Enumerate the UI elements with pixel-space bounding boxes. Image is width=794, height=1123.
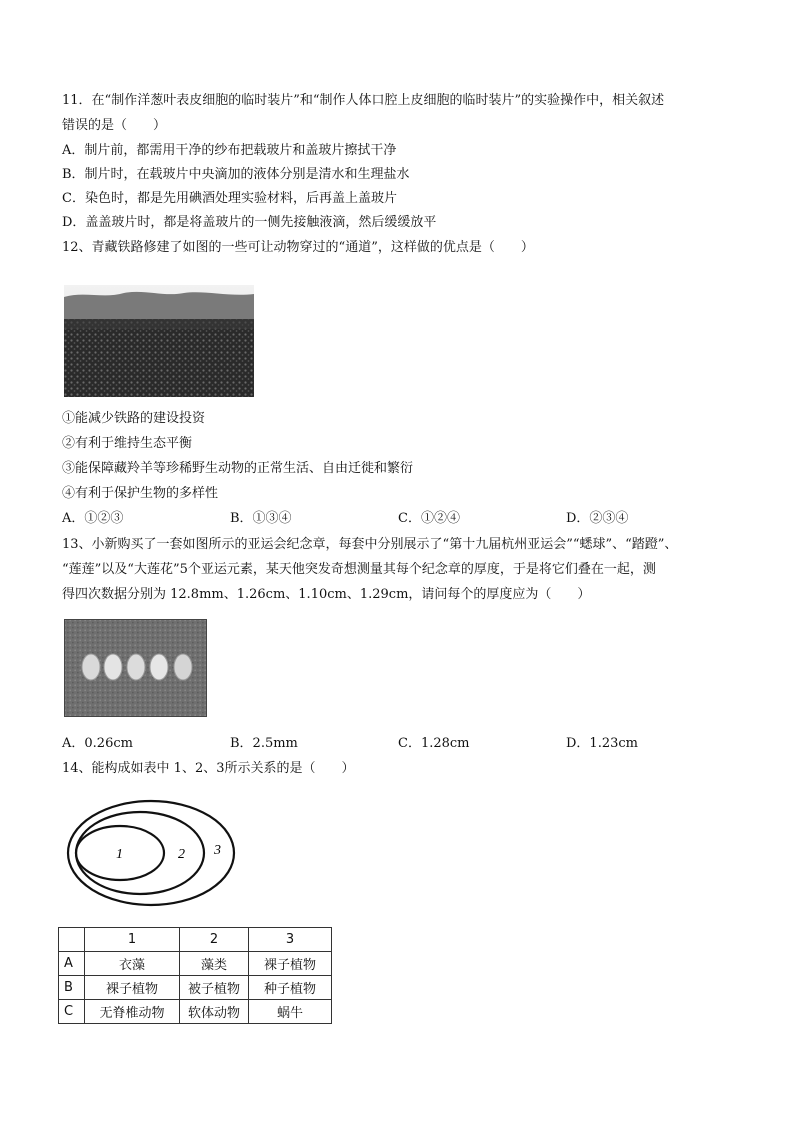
table-row [59, 1000, 332, 1024]
q12-statement-4: ④有利于保护生物的多样性 [62, 486, 219, 501]
q13-option-c: C．1.28cm [398, 736, 470, 751]
table-row-label: C [59, 1000, 85, 1024]
q12-option-a: A．①②③ [62, 511, 124, 526]
q11-option-b: B．制片时，在载玻片中央滴加的液体分别是清水和生理盐水 [62, 167, 410, 182]
ellipse-label-1: 1 [116, 847, 123, 862]
table-cell: 软体动物 [180, 1000, 249, 1024]
q13-stem-line1: 13、小新购买了一套如图所示的亚运会纪念章，每套中分别展示了“第十九届杭州亚运会”“蟋球”、“踏蹬”、 [62, 537, 678, 552]
table-header-cell: 1 [85, 928, 180, 952]
table-cell: 被子植物 [180, 976, 249, 1000]
q12-statement-3: ③能保障藏羚羊等珍稀野生动物的正常生活、自由迁徙和繁衍 [62, 461, 414, 476]
ellipse-label-3: 3 [214, 843, 221, 858]
q13-stem-line2: “莲莲”以及“大莲花”5个亚运元素，某天他突发奇想测量其每个纪念章的厚度，于是将它们叠在一起，测 [62, 562, 656, 577]
q13-option-d: D．1.23cm [566, 736, 638, 751]
table-row-label: A [59, 952, 85, 976]
q13-stem-line3: 得四次数据分别为 12.8mm、1.26cm、1.10cm、1.29cm，请问每个的厚度应为（ ） [62, 587, 591, 602]
q13-option-a: A．0.26cm [62, 736, 133, 751]
q11-option-a: A．制片前，都需用干净的纱布把载玻片和盖玻片擦拭干净 [62, 143, 397, 158]
q12-stem: 12、青藏铁路修建了如图的一些可让动物穿过的“通道”，这样做的优点是（ ） [62, 240, 534, 255]
table-cell: 裸子植物 [85, 976, 180, 1000]
table-row [59, 952, 332, 976]
table-header-cell: 2 [180, 928, 249, 952]
table-row [59, 976, 332, 1000]
table-cell: 衣藻 [85, 952, 180, 976]
q11-stem-line1: 11．在“制作洋葱叶表皮细胞的临时装片”和“制作人体口腔上皮细胞的临时装片”的实验操作中，相关叙述 [62, 93, 665, 108]
railway-animal-passage-photo [64, 285, 254, 397]
table-cell: 蜗牛 [249, 1000, 332, 1024]
ellipse-3 [68, 801, 234, 905]
ellipse-label-2: 2 [178, 847, 185, 862]
table-cell: 藻类 [180, 952, 249, 976]
q12-statement-2: ②有利于维持生态平衡 [62, 436, 193, 451]
table-cell [59, 928, 85, 952]
table-header-row [59, 928, 332, 952]
q11-option-c: C．染色时，都是先用碘酒处理实验材料，后再盖上盖玻片 [62, 191, 397, 206]
table-cell: 无脊椎动物 [85, 1000, 180, 1024]
table-row-label: B [59, 976, 85, 1000]
q12-option-b: B．①③④ [230, 511, 292, 526]
q14-table [58, 927, 332, 1024]
nested-ellipse-diagram [62, 794, 240, 914]
q12-option-c: C．①②④ [398, 511, 460, 526]
medal-set-photo [64, 619, 207, 717]
q12-option-d: D．②③④ [566, 511, 629, 526]
table-cell: 裸子植物 [249, 952, 332, 976]
q13-option-b: B．2.5mm [230, 736, 298, 751]
q11-option-d: D．盖盖玻片时，都是将盖玻片的一侧先接触液滴，然后缓缓放平 [62, 215, 437, 230]
q12-statement-1: ①能减少铁路的建设投资 [62, 411, 206, 426]
q11-stem-line2: 错误的是（ ） [62, 118, 167, 133]
table-header-cell: 3 [249, 928, 332, 952]
q14-stem: 14、能构成如表中 1、2、3所示关系的是（ ） [62, 761, 355, 776]
table-cell: 种子植物 [249, 976, 332, 1000]
